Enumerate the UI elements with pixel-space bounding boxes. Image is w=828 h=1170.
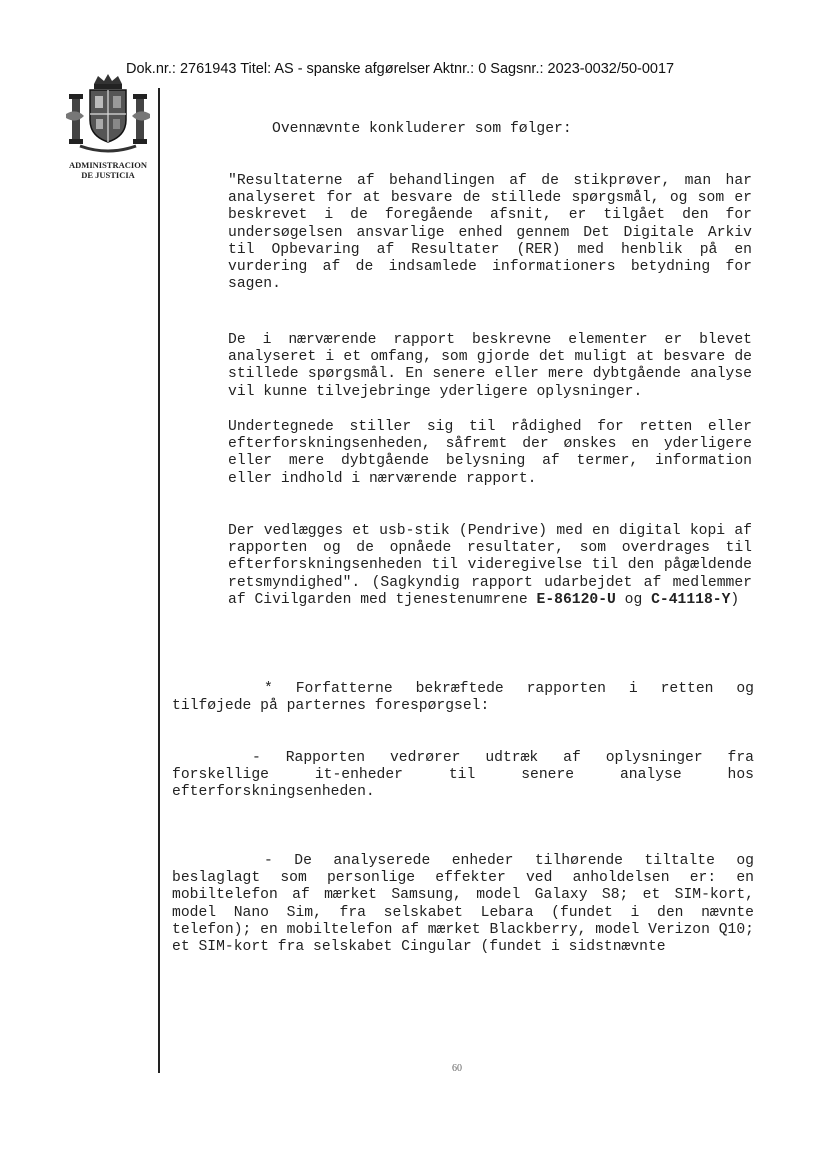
- service-number-2: C-41118-Y: [651, 591, 731, 608]
- quote-p4-text: Der vedlægges et usb-stik (Pendrive) med en digital kopi af rapporten og de opnåede resultater, som overdrages til efterforskningsenheden til videregivelse til den pågældende retsmyndighed". (Sagkyndig rapport udarbejdet af medlemmer af Civilgarden med tjenestenumrene: [228, 523, 752, 608]
- dash-paragraph-1: - Rapporten vedrører udtræk af oplysninger fra forskellige it-enheder til senere analyse hos efterforskningsenheden.: [172, 750, 754, 801]
- quote-paragraph-2: De i nærværende rapport beskrevne elementer er blevet analyseret i et omfang, som gjorde det muligt at besvare de stillede spørgsmål. En senere eller mere dybtgående analyse vil kunne tilvejebringe yderligere oplysninger.: [228, 332, 752, 400]
- bullet-paragraph: * Forfatterne bekræftede rapporten i retten og tilføjede på parternes forespørgsel:: [172, 681, 754, 715]
- quote-p4-og: og: [615, 591, 652, 608]
- coat-of-arms-icon: [62, 70, 154, 162]
- crest-label: [62, 160, 154, 180]
- quote-paragraph-3: Undertegnede stiller sig til rådighed for retten eller efterforskningsenheden, såfremt der ønskes en yderligere eller mere dybtgående belysning af termer, information eller indhold i nærværende rapport.: [228, 419, 752, 487]
- quote-paragraph-1: "Resultaterne af behandlingen af de stikprøver, man har analyseret for at besvare de stillede spørgsmål, og som er beskrevet i de foregående afsnit, er tilgået den for undersøgelsen ansvarlige enhed gennem Det Digitale Arkiv til Opbevaring af Resultater (RER) med henblik på en vurdering af de indsamlede informationers betydning for sagen.: [228, 173, 752, 293]
- page-number: 60: [452, 1063, 462, 1074]
- quote-paragraph-4: [228, 523, 752, 609]
- intro-line: Ovennævnte konkluderer som følger:: [272, 121, 572, 137]
- service-number-1: E-86120-U: [536, 591, 616, 608]
- crest-label-line1: ADMINISTRACION: [69, 160, 147, 170]
- quote-p4-end: ): [730, 591, 740, 608]
- crest-label-line2: DE JUSTICIA: [81, 170, 135, 180]
- document-header: Dok.nr.: 2761943 Titel: AS - spanske afgørelser Aktnr.: 0 Sagsnr.: 2023-0032/50-0017: [126, 61, 675, 77]
- margin-rule: [158, 88, 160, 1073]
- dash-paragraph-2: - De analyserede enheder tilhørende tiltalte og beslaglagt som personlige effekter ved anholdelsen er: en mobiltelefon af mærket Samsung, model Galaxy S8; et SIM-kort, model Nano Sim, fra selskabet Lebara (fundet i den nævnte telefon); en mobiltelefon af mærket Blackberry, model Verizon Q10; et SIM-kort fra selskabet Cingular (fundet i sidstnævnte: [172, 853, 754, 956]
